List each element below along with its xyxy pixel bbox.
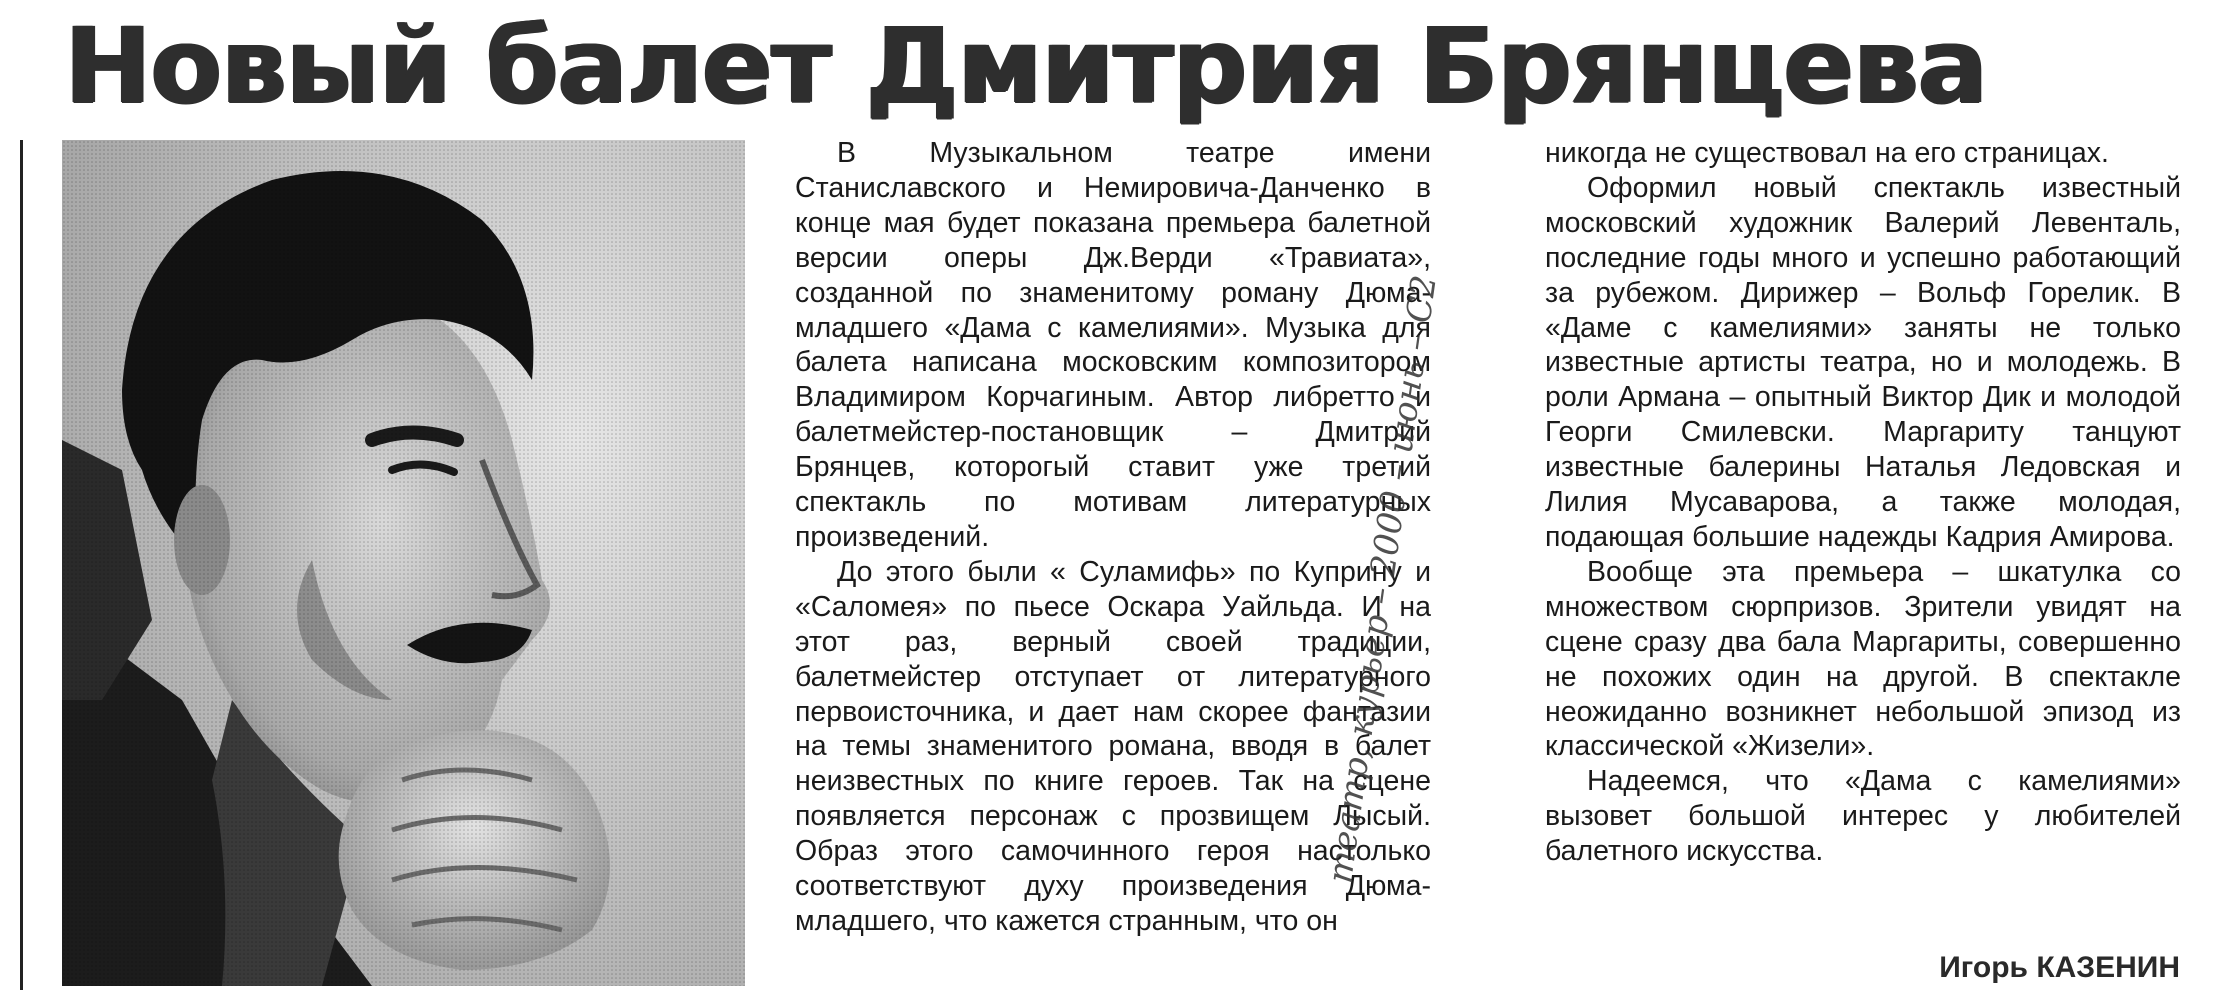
- article-paragraph: В Музыкальном театре имени Станиславского и Немировича-Данченко в конце мая будет показана премьера балетной версии оперы Дж.Верди «Травиата», созданной по знаменитому роману Дюма-младшего «Дама с камелиями». Музыка для балета написана московским композитором Владимиром Корчагиным. Автор либретто и балетмейстер-постановщик – Дмитрий Брянцев, которогый ставит уже третий спектакль по мотивам литературных произведений.: [795, 137, 1431, 553]
- headline: Новый балет Дмитрия Брянцева: [64, 5, 1987, 127]
- article-paragraph: Вообще эта премьера – шкатулка со множеством сюрпризов. Зрители увидят на сцене сразу два бала Маргариты, совершенно не похожих один на другой. В спектакле неожиданно возникнет небольшой эпизод из классической «Жизели».: [1545, 555, 2181, 763]
- left-margin-rule: [20, 140, 23, 990]
- article-paragraph: До этого были « Суламифь» по Куприну и «Саломея» по пьесе Оскара Уайльда. И на этот раз, верный своей традиции, балетмейстер отступает от литературного первоисточника, и дает нам скорее фантазии на темы знаменитого романа, вводя в балет неизвестных по книге героев. Так на сцене появляется персонаж с прозвищем Лысый. Образ этого самочинного героя настолько соответствуют духу произведения Дюма-младшего, что кажется странным, что он: [795, 555, 1431, 937]
- author-byline: Игорь КАЗЕНИН: [1939, 951, 2180, 984]
- article-column-2: [1545, 136, 2181, 869]
- article-paragraph: никогда не существовал на его страницах.: [1545, 137, 2109, 169]
- portrait-photo: [62, 140, 745, 986]
- article-paragraph: Оформил новый спектакль известный московский художник Валерий Левенталь, последние годы много и успешно работающий за рубежом. Дирижер – Вольф Горелик. В «Даме с камелиями» заняты не только известные артисты театра, но и молодежь. В роли Армана – опытный Виктор Дик и молодой Георги Смилевски. Маргариту танцуют известные балерины Наталья Ледовская и Лилия Мусаварова, а также молодая, подающая большие надежды Кадрия Амирова.: [1545, 171, 2181, 553]
- article-paragraph: Надеемся, что «Дама с камелиями» вызовет большой интерес у любителей балетного искусства.: [1545, 765, 2181, 868]
- handwritten-annotation: театр, курьер – 2000 – июнь – С2: [1320, 272, 1445, 886]
